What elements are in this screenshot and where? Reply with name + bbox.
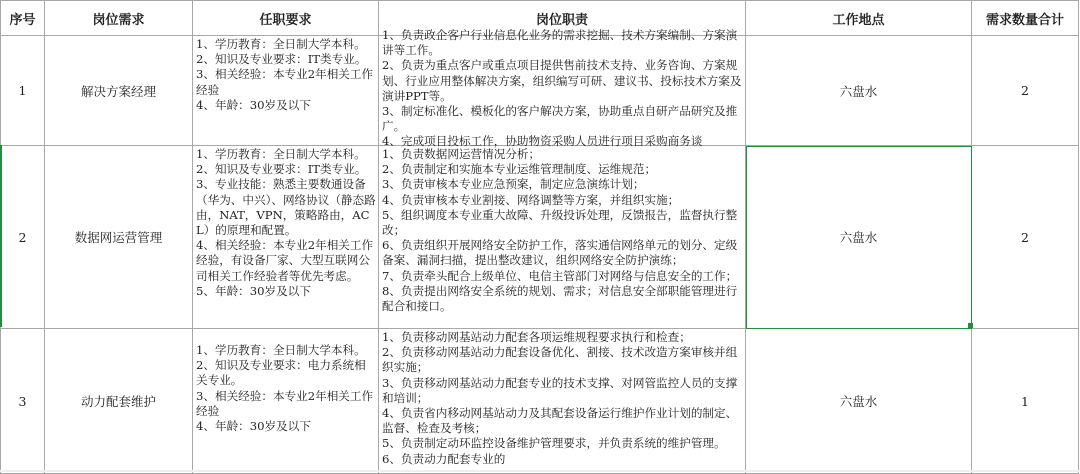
requirement-item: 4、相关经验：本专业2年相关工作经验，有设备厂家、大型互联网公司相关工作经验者等优先考虑。	[196, 238, 374, 283]
duty-item: 1、负责移动网基站动力配套各项运维规程要求执行和检查；	[382, 330, 691, 344]
duty-item: 5、组织调度本专业重大故障、升级投诉处理，反馈报告，监督执行整改；	[382, 207, 738, 238]
header-position[interactable]: 岗位需求	[45, 1, 193, 36]
requirement-item: 5、年龄：30岁及以下	[196, 283, 311, 298]
table-row	[1, 329, 1079, 474]
header-duties[interactable]: 岗位职责	[379, 1, 746, 36]
requirement-item: 1、学历教育：全日制大学本科。	[196, 147, 366, 161]
header-location[interactable]: 工作地点	[746, 1, 972, 36]
requirement-item: 4、年龄：30岁及以下	[196, 97, 311, 112]
cell-count[interactable]: 2	[972, 146, 1079, 329]
cell-no[interactable]: 3	[1, 329, 45, 474]
requirement-item: 3、相关经验：本专业2年相关工作经验	[196, 388, 374, 418]
duty-item: 1、负责政企客户行业信息化业务的需求挖掘、技术方案编制、方案演讲等工作。	[382, 28, 738, 58]
duty-item: 6、负责组织开展网络安全防护工作，落实通信网络单元的划分、定级备案、漏洞扫描，提出整改建议，组织网络安全防护演练；	[382, 238, 738, 268]
cell-requirements[interactable]	[193, 146, 379, 329]
sheet-bottom-edge	[0, 470, 1080, 472]
cell-duties[interactable]	[379, 329, 746, 474]
duty-item: 2、负责制定和实施本专业运维管理制度、运维规范；	[382, 162, 657, 177]
cell-no[interactable]: 1	[1, 36, 45, 146]
cell-location[interactable]: 六盘水	[746, 36, 972, 146]
duty-item: 7、负责牵头配合上级单位、电信主管部门对网络与信息安全的工作；	[382, 268, 738, 283]
duty-item: 4、完成项目投标工作，协助物资采购人员进行项目采购商务谈	[382, 134, 703, 149]
cell-duties[interactable]	[379, 146, 746, 329]
row-selection-indicator	[0, 145, 2, 327]
cell-count[interactable]: 1	[972, 329, 1079, 474]
requirement-item: 2、知识及专业要求：IT类专业。	[196, 162, 367, 177]
cell-position[interactable]: 数据网运营管理	[45, 146, 193, 329]
header-count[interactable]: 需求数量合计	[972, 1, 1079, 36]
duty-item: 3、制定标准化、模板化的客户解决方案，协助重点自研产品研究及推广。	[382, 104, 738, 134]
cell-position[interactable]: 动力配套维护	[45, 329, 193, 474]
requirement-item: 4、年龄：30岁及以下	[196, 419, 311, 434]
cell-requirements[interactable]	[193, 36, 379, 146]
cell-no[interactable]: 2	[1, 146, 45, 329]
cell-position[interactable]: 解决方案经理	[45, 36, 193, 146]
fill-handle[interactable]	[968, 323, 973, 328]
duty-item: 4、负责省内移动网基站动力及其配套设备运行维护作业计划的制定、监督、检查及考核；	[382, 406, 738, 436]
cell-requirements[interactable]	[193, 329, 379, 474]
requirement-item: 1、学历教育：全日制大学本科。	[196, 343, 366, 357]
requirement-item: 1、学历教育：全日制大学本科。	[196, 37, 366, 51]
duty-item: 2、负责为重点客户或重点项目提供售前技术支持、业务咨询、方案规划、行业应用整体解决方案，组织编写可研、建议书、投标技术方案及演讲PPT等。	[382, 58, 742, 103]
header-requirements[interactable]: 任职要求	[193, 1, 379, 36]
requirement-item: 3、专业技能：熟悉主要数通设备（华为、中兴）、网络协议（静态路由，NAT，VPN，策略路由，ACL）的原理和配置。	[196, 177, 376, 238]
duty-item: 2、负责移动网基站动力配套设备优化、割接、技术改造方案审核并组织实施；	[382, 345, 738, 375]
header-no[interactable]: 序号	[1, 1, 45, 36]
duty-item: 8、负责提出网络安全系统的规划、需求；对信息安全部职能管理进行配合和接口。	[382, 283, 738, 314]
cell-duties[interactable]	[379, 28, 746, 149]
table-row	[1, 146, 1079, 329]
cell-count[interactable]: 2	[972, 36, 1079, 146]
duty-item: 6、负责动力配套专业的	[382, 451, 506, 466]
requirement-item: 2、知识及专业要求：IT类专业。	[196, 52, 367, 67]
requirement-item: 3、相关经验：本专业2年相关工作经验	[196, 67, 374, 97]
duty-item: 5、负责制定动环监控设备维护管理要求，并负责系统的维护管理。	[382, 436, 726, 451]
duty-item: 3、负责审核本专业应急预案，制定应急演练计划；	[382, 177, 645, 192]
cell-location-selected[interactable]: 六盘水	[746, 146, 972, 329]
table-row	[1, 36, 1079, 146]
cell-location[interactable]: 六盘水	[746, 329, 972, 474]
duty-item: 1、负责数据网运营情况分析；	[382, 147, 541, 161]
duty-item: 3、负责移动网基站动力配套专业的技术支撑、对网管监控人员的支撑和培训；	[382, 375, 738, 405]
duty-item: 4、负责审核本专业割接、网络调整等方案，并组织实施；	[382, 192, 680, 207]
requirement-item: 2、知识及专业要求：电力系统相关专业。	[196, 358, 366, 388]
